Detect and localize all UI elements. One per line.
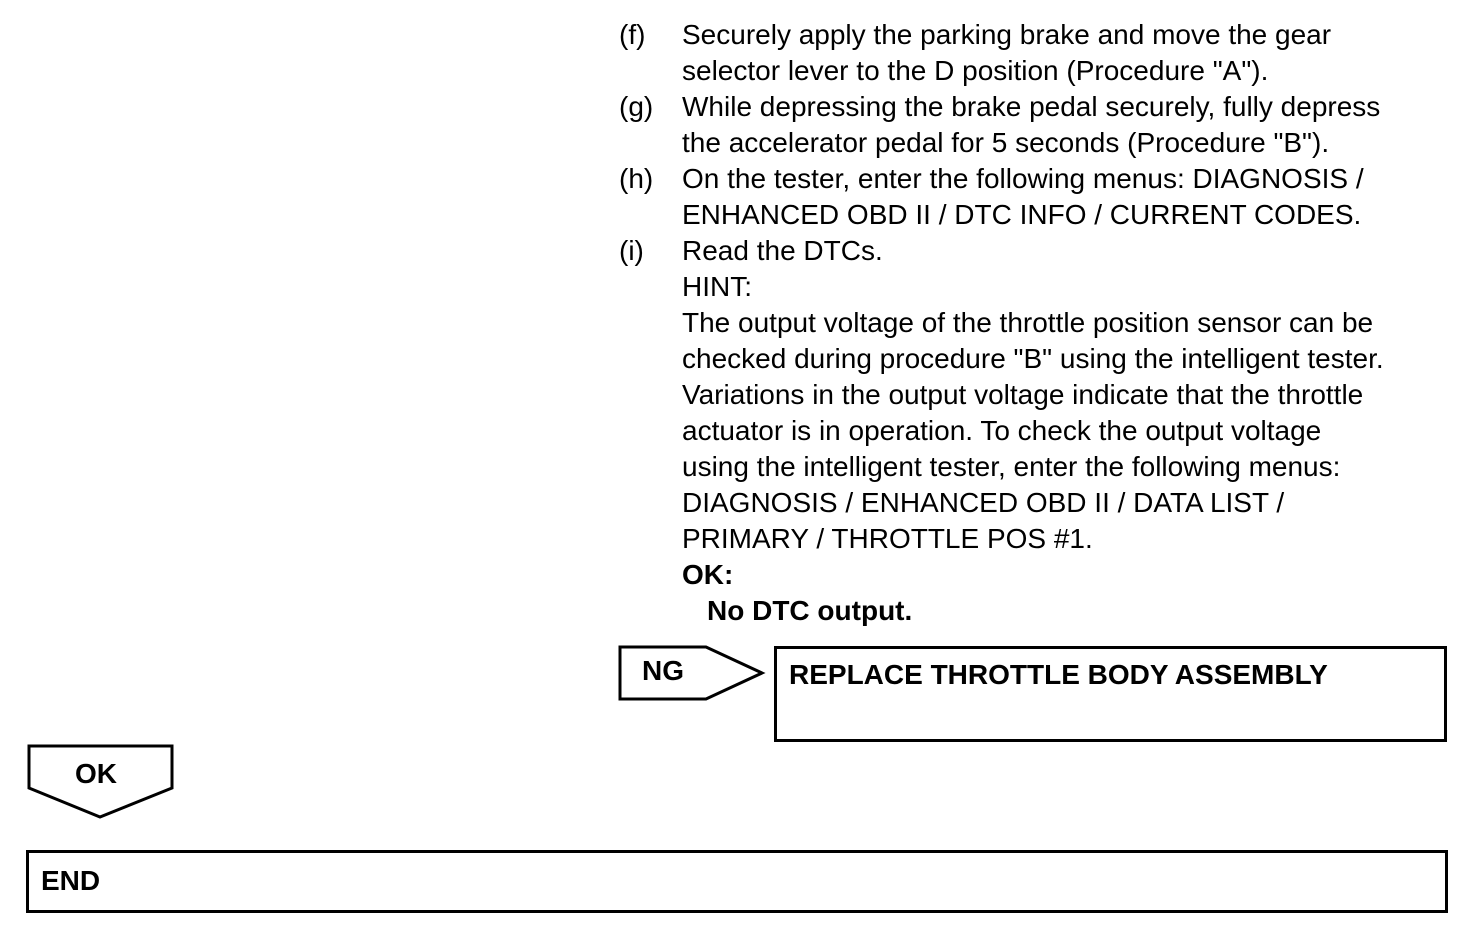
step-text: [682, 17, 1459, 89]
step-letter: (i): [619, 235, 644, 266]
ok-condition-value: No DTC output.: [707, 595, 913, 626]
step-line: While depressing the brake pedal securely, fully depress: [682, 91, 1381, 122]
step-line: selector lever to the D position (Procedure "A").: [682, 55, 1269, 86]
hint-line: Variations in the output voltage indicate that the throttle: [682, 379, 1364, 410]
ng-label: NG: [642, 655, 684, 686]
hint-line: PRIMARY / THROTTLE POS #1.: [682, 523, 1093, 554]
ng-action-text: REPLACE THROTTLE BODY ASSEMBLY: [789, 659, 1328, 690]
step-text: [682, 161, 1459, 233]
hint-line: DIAGNOSIS / ENHANCED OBD II / DATA LIST /: [682, 487, 1285, 518]
hint-line: using the intelligent tester, enter the following menus:: [682, 451, 1341, 482]
step-letter: (f): [619, 19, 646, 50]
step-line: Securely apply the parking brake and move the gear: [682, 19, 1332, 50]
step-line: Read the DTCs.: [682, 235, 883, 266]
step-line: On the tester, enter the following menus: DIAGNOSIS /: [682, 163, 1364, 194]
right-arrow-shape-icon: [618, 645, 768, 703]
ng-arrow-tag: [618, 645, 768, 703]
end-label: END: [41, 865, 101, 896]
step-g: [619, 89, 1459, 161]
step-line: the accelerator pedal for 5 seconds (Procedure "B").: [682, 127, 1330, 158]
step-f: [619, 17, 1459, 89]
ng-action-box: [774, 646, 1447, 742]
step-i: [619, 233, 1459, 629]
step-line: ENHANCED OBD II / DTC INFO / CURRENT CODES.: [682, 199, 1362, 230]
hint-line: actuator is in operation. To check the output voltage: [682, 415, 1322, 446]
hint-line: The output voltage of the throttle position sensor can be: [682, 307, 1374, 338]
step-h: [619, 161, 1459, 233]
ok-arrow-tag: [27, 744, 175, 820]
step-text: [682, 89, 1459, 161]
ok-condition-label: OK:: [682, 559, 734, 590]
step-letter: (g): [619, 91, 654, 122]
step-letter: (h): [619, 163, 654, 194]
end-box: [26, 850, 1448, 913]
step-text: [682, 233, 1459, 629]
hint-label: HINT:: [682, 271, 752, 302]
procedure-steps: [619, 17, 1459, 629]
hint-line: checked during procedure "B" using the intelligent tester.: [682, 343, 1384, 374]
ok-label: OK: [75, 758, 117, 789]
